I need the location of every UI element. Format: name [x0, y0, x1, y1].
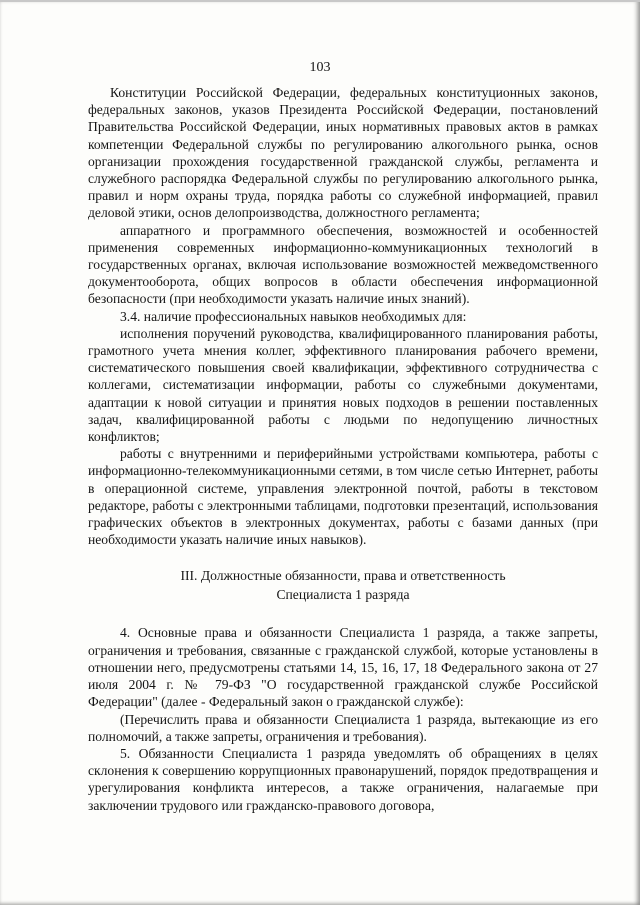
section-heading	[88, 566, 598, 604]
section-heading-line2: Специалиста 1 разряда	[276, 587, 410, 603]
paragraph: 5. Обязанности Специалиста 1 разряда уведомлять об обращениях в целях склонения к совершению коррупционных правонарушений, порядок предотвращения и урегулирования конфликта интересов, а также ограничения, налагаемые при заключении трудового или гражданско-правового договора,	[88, 745, 598, 813]
paragraph: 4. Основные права и обязанности Специалиста 1 разряда, а также запреты, ограничения и требования, связанные с гражданской службой, которые установлены в отношении него, предусмотрены статьями 14, 15, 16, 17, 18 Федерального закона от 27 июля 2004 г. № 79-ФЗ "О государственной гражданской службе Российской Федерации" (далее - Федеральный закон о гражданской службе):	[88, 625, 598, 710]
paragraph: аппаратного и программного обеспечения, возможностей и особенностей применения современных информационно-коммуникационных технологий в государственных органах, включая использование возможностей межведомственного документооборота, общих вопросов в области обеспечения информационной безопасности (при необходимости указать наличие иных знаний).	[88, 222, 598, 307]
paragraph: исполнения поручений руководства, квалифицированного планирования работы, грамотного учета мнения коллег, эффективного планирования рабочего времени, систематического повышения своей квалификации, эффективного сотрудничества с коллегами, систематизации информации, работы со служебными документами, адаптации к новой ситуации и принятия новых подходов в решении поставленных задач, квалифицированной работы с людьми по недопущению личностных конфликтов;	[88, 325, 598, 445]
spacer	[88, 604, 598, 624]
paragraph: 3.4. наличие профессиональных навыков необходимых для:	[120, 308, 467, 324]
paragraph: (Перечислить права и обязанности Специалиста 1 разряда, вытекающие из его полномочий, а также запреты, ограничения и требования).	[88, 711, 598, 744]
section-heading-line1: III. Должностные обязанности, права и ответственность	[180, 568, 506, 584]
paragraph: Конституции Российской Федерации, федеральных конституционных законов, федеральных законов, указов Президента Российской Федерации, постановлений Правительства Российской Федерации, иных нормативных правовых актов в рамках компетенции Федеральной службы по регулированию алкогольного рынка, основ организации прохождения государственной гражданской службы, регламента и служебного распорядка Федеральной службы по регулированию алкогольного рынка, правил и норм охраны труда, порядка работы со служебной информацией, правил деловой этики, основ делопроизводства, должностного регламента;	[88, 85, 598, 221]
paragraph: работы с внутренними и периферийными устройствами компьютера, работы с информационно-телекоммуникационными сетями, в том числе сетью Интернет, работы в операционной системе, управления электронной почтой, работы в текстовом редакторе, работы с электронными таблицами, подготовки презентаций, использования графических объектов в электронных документах, работы с базами данных (при необходимости указать наличие иных навыков).	[88, 446, 598, 548]
page-number: 103	[309, 60, 331, 75]
document-body	[88, 84, 598, 814]
scan-edge	[0, 0, 640, 2]
